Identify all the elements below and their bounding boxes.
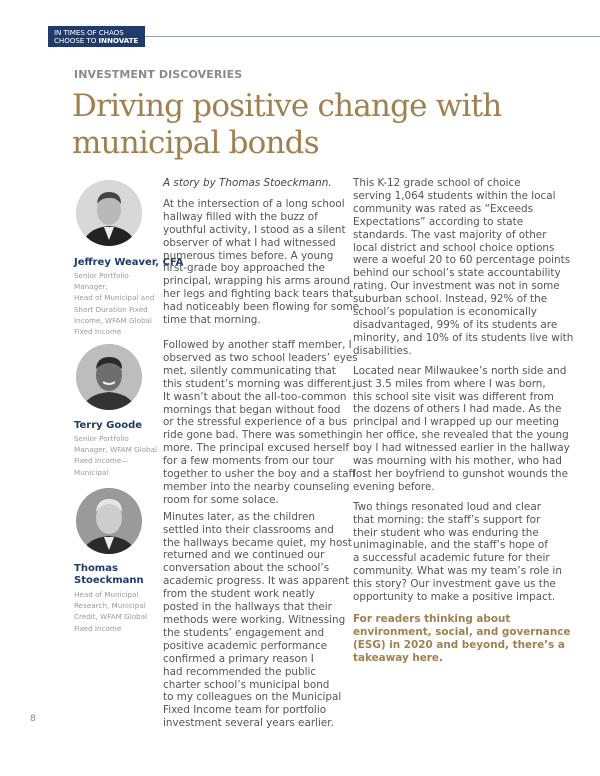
badge-line-1: IN TIMES OF CHAOS <box>54 28 124 37</box>
text-line: returned and we continued our <box>163 549 325 562</box>
text-line: observer of what I had witnessed <box>163 236 336 249</box>
text-line: the students’ engagement and <box>163 626 325 639</box>
article-paragraph <box>163 339 359 507</box>
text-line: community. What was my team’s role in <box>353 565 562 578</box>
text-line: Followed by another staff member, I <box>163 338 352 351</box>
text-line: methods were working. Witnessing <box>163 614 346 626</box>
role-line: Head of Municipal <box>74 590 139 599</box>
author-name-line: Stoeckmann <box>74 575 144 586</box>
text-line: this story? Our investment gave us the <box>353 578 556 591</box>
text-line: this student’s morning was different. <box>163 377 355 390</box>
badge-line-2 <box>54 37 145 45</box>
text-line: takeaway here. <box>353 651 443 664</box>
text-line: to my colleagues on the Municipal <box>163 691 342 704</box>
role-line: Research, Municipal <box>74 601 146 611</box>
text-line: met, silently communicating that <box>163 364 336 377</box>
text-line: evening before. <box>353 480 435 493</box>
badge-bold: INNOVATE <box>98 36 139 45</box>
article-paragraph <box>353 177 573 358</box>
role-line: Senior Portfolio Manager, <box>74 271 129 292</box>
title-line-1: Driving positive change with <box>72 88 502 124</box>
article-column-2 <box>353 177 573 672</box>
text-line: Located near Milwaukee’s north side and <box>353 364 567 377</box>
article-column-1 <box>163 177 359 742</box>
esg-callout <box>353 613 573 665</box>
author-name: Terry Goode <box>74 420 143 431</box>
text-line: time that morning. <box>163 314 261 327</box>
header-rule <box>145 36 600 37</box>
article-byline <box>163 177 359 190</box>
text-line: conversation about the school’s <box>163 562 330 575</box>
series-badge <box>48 26 145 47</box>
text-line: behind our school’s state accountability <box>353 267 561 280</box>
text-line: from the student work neatly <box>163 588 315 601</box>
text-line: Expectations” according to state <box>353 215 524 228</box>
author-photo-jeffrey-weaver <box>76 180 142 246</box>
section-kicker: INVESTMENT DISCOVERIES <box>74 68 243 81</box>
text-line: had noticeably been flowing for some <box>163 301 360 314</box>
text-line: hallway filled with the buzz of <box>163 210 318 223</box>
badge-prefix: CHOOSE TO <box>54 36 99 45</box>
text-line: more. The principal excused herself <box>163 442 350 455</box>
role-line: Manager, WFAM Global <box>74 445 157 455</box>
text-line: disabilities. <box>353 344 412 357</box>
text-line: Two things resonated loud and clear <box>353 500 541 513</box>
role-line: Fixed Income <box>74 327 122 337</box>
text-line: charter school’s municipal bond <box>163 678 330 691</box>
role-line: Income, WFAM Global <box>74 315 152 325</box>
text-line: just 3.5 miles from where I was born, <box>353 377 546 390</box>
text-line: boy I had witnessed earlier in the hallway <box>353 442 570 455</box>
text-line: It wasn’t about the all-too-common <box>163 390 347 403</box>
text-line: principal and I wrapped up our meeting <box>353 416 559 429</box>
text-line: for a few moments from our tour <box>163 455 334 468</box>
text-line: standards. The vast majority of other <box>353 228 547 241</box>
text-line: had recommended the public <box>163 665 317 678</box>
text-line: Minutes later, as the children <box>163 510 315 523</box>
text-line: her legs and fighting back tears that <box>163 288 354 301</box>
text-line: ride gone bad. There was something <box>163 429 354 442</box>
text-line: this school site visit was different from <box>353 390 554 403</box>
text-line: confirmed a primary reason I <box>163 652 314 665</box>
text-line: positive academic performance <box>163 639 328 652</box>
text-line: mornings that began without food <box>163 403 341 416</box>
author-role <box>74 589 159 634</box>
text-line: in her office, she revealed that the young <box>353 429 569 442</box>
text-line: observed as two school leaders’ eyes <box>163 351 358 364</box>
author-role <box>74 433 159 478</box>
role-line: Short Duration Fixed <box>74 304 148 314</box>
author-role <box>74 270 159 337</box>
text-line: were a woeful 20 to 60 percentage points <box>353 254 571 267</box>
text-line: suburban school. Instead, 92% of the <box>353 293 548 306</box>
text-line: room for some solace. <box>163 493 279 506</box>
text-line: environment, social, and governance <box>353 625 571 638</box>
text-line: This K-12 grade school of choice <box>353 177 521 189</box>
text-line: rating. Our investment was not in some <box>353 280 560 293</box>
article-paragraph <box>353 501 573 604</box>
text-line: disadvantaged, 99% of its students are <box>353 318 558 331</box>
role-line: Credit, WFAM Global <box>74 612 148 622</box>
text-line: lost her boyfriend to gunshot wounds the <box>353 467 569 480</box>
text-line: first-grade boy approached the <box>163 262 325 275</box>
title-line-2: municipal bonds <box>72 125 319 161</box>
text-line: posted in the hallways that their <box>163 601 332 614</box>
text-line: For readers thinking about <box>353 613 511 625</box>
text-line: academic progress. It was apparent <box>163 575 349 588</box>
role-line: Fixed Income—Municipal <box>74 456 129 477</box>
text-line: (ESG) in 2020 and beyond, there’s a <box>353 638 565 651</box>
author-name: Jeffrey Weaver, CFA <box>74 257 184 268</box>
text-line: settled into their classrooms and <box>163 523 334 536</box>
text-line: serving 1,064 students within the local <box>353 189 556 202</box>
text-line: was mourning with his mother, who had <box>353 455 562 468</box>
text-line: the dozens of others I had made. As the <box>353 403 562 416</box>
text-line: a successful academic future for their <box>353 552 550 565</box>
text-line: investment several years earlier. <box>163 717 334 730</box>
text-line: the hallways became quiet, my host <box>163 536 352 549</box>
article-paragraph <box>163 198 359 327</box>
text-line: school’s population is economically <box>353 306 537 319</box>
role-line: Senior Portfolio <box>74 434 129 443</box>
author-name-line: Thomas <box>74 563 118 574</box>
role-line: Fixed Income <box>74 623 122 633</box>
text-line: Fixed Income team for portfolio <box>163 704 327 717</box>
text-line: opportunity to make a positive impact. <box>353 591 556 604</box>
text-line: or the stressful experience of a bus <box>163 416 347 429</box>
article-paragraph <box>353 365 573 494</box>
text-line: their student who was enduring the <box>353 526 539 539</box>
role-line: Head of Municipal and <box>74 293 155 303</box>
text-line: minority, and 10% of its students live with <box>353 331 574 344</box>
text-line: numerous times before. A young <box>163 249 334 262</box>
text-line: community was rated as “Exceeds <box>353 202 533 215</box>
author-photo-thomas-stoeckmann <box>76 488 142 554</box>
text-line: youthful activity, I stood as a silent <box>163 223 346 236</box>
text-line: local district and school choice options <box>353 241 555 254</box>
text-line: A story by Thomas Stoeckmann. <box>163 177 332 189</box>
text-line: that morning: the staff’s support for <box>353 513 541 526</box>
page-number: 8 <box>30 714 36 724</box>
text-line: member into the nearby counseling <box>163 480 350 493</box>
page-title <box>72 88 501 162</box>
text-line: together to usher the boy and a staff <box>163 468 356 481</box>
text-line: unimaginable, and the staff’s hope of <box>353 539 548 552</box>
text-line: principal, wrapping his arms around <box>163 275 351 288</box>
text-line: At the intersection of a long school <box>163 197 345 210</box>
article-paragraph <box>163 511 359 730</box>
author-photo-terry-goode <box>76 344 142 410</box>
author-name <box>74 563 144 587</box>
